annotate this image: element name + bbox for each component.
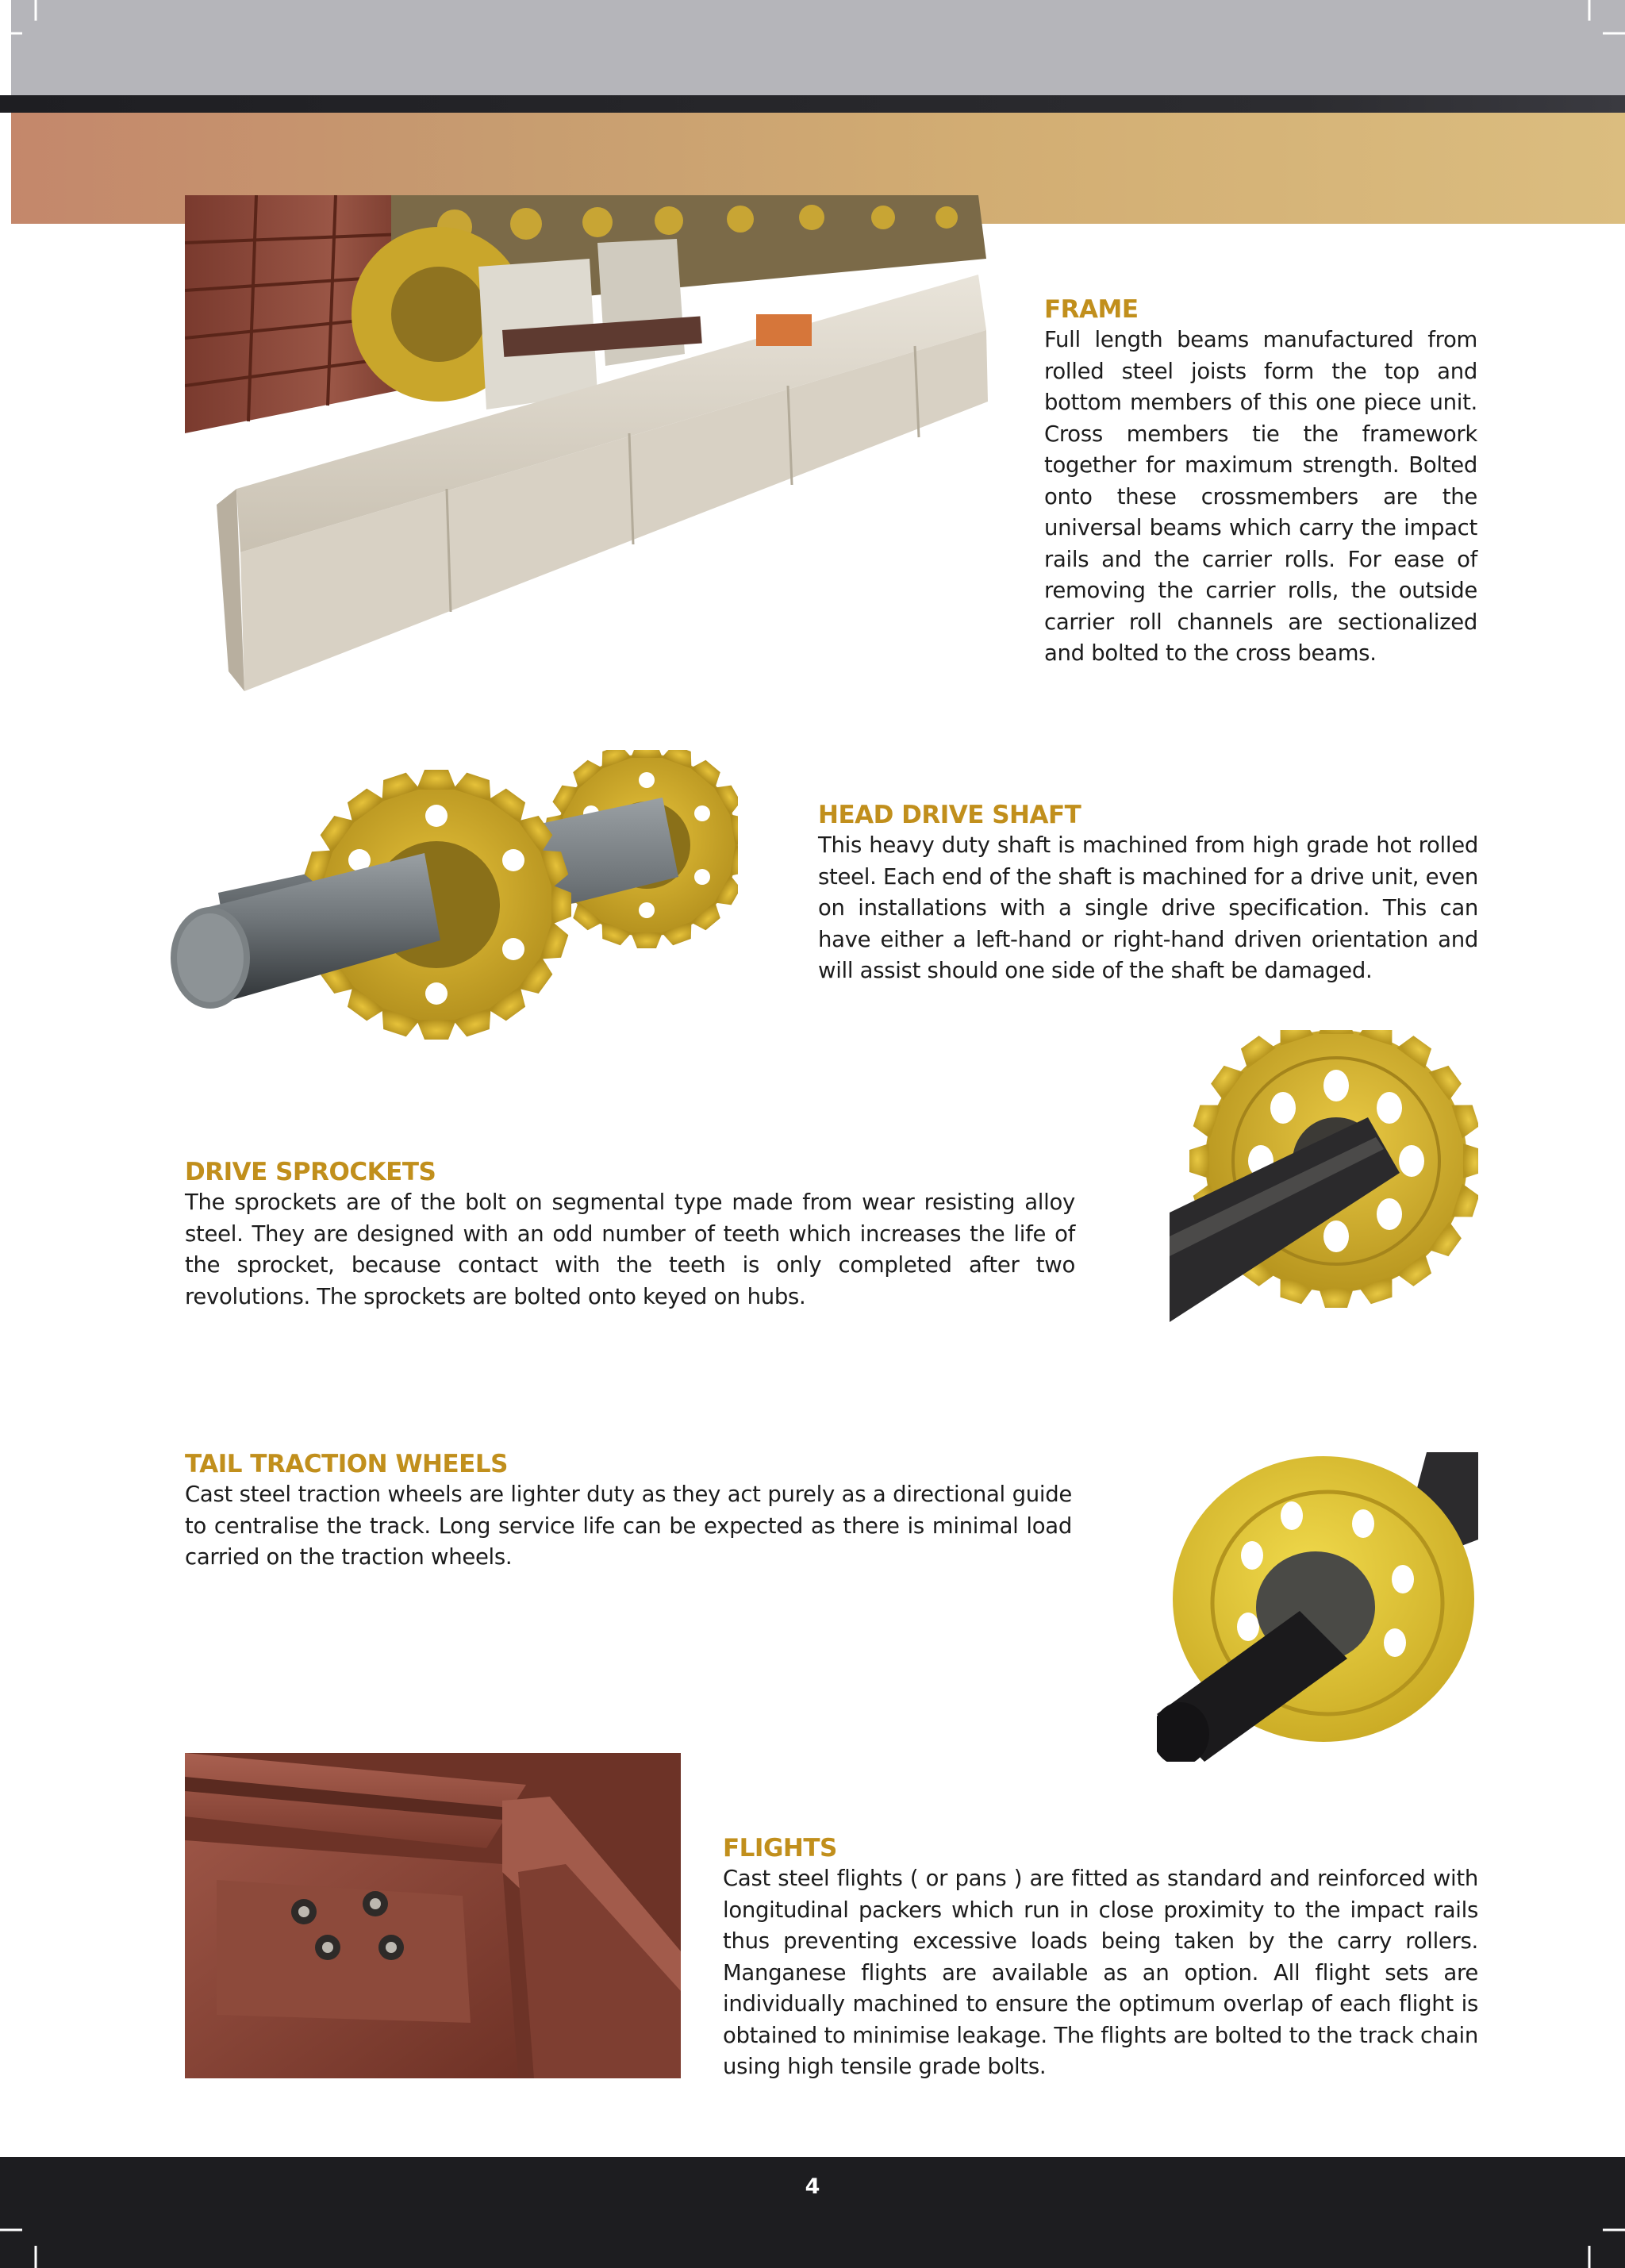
- frame-photo: [185, 195, 993, 694]
- frame-heading: FRAME: [1044, 295, 1139, 324]
- head-drive-shaft-heading: HEAD DRIVE SHAFT: [818, 801, 1081, 829]
- flights-body: Cast steel flights ( or pans ) are fitted as standard and reinforced with longitudinal packers which run in close proximity to the impact rails thus preventing excessive loads being taken by the carry rollers. Manganese flights are available as an option. All flight sets are individually machined to ensure the optimum overlap of each flight is obtained to minimise leakage. The flights are bolted to the track chain using high tensile grade bolts.: [723, 1866, 1478, 2079]
- flights-heading: FLIGHTS: [723, 1834, 837, 1862]
- tail-traction-wheels-section: [185, 1449, 1072, 1574]
- page-number: 4: [805, 2174, 820, 2199]
- tail-traction-wheels-photo: [1157, 1452, 1478, 1762]
- frame-section: [1044, 294, 1477, 670]
- head-drive-shaft-section: [818, 800, 1478, 987]
- drive-sprockets-section: [185, 1157, 1075, 1313]
- flights-section: [723, 1833, 1478, 2083]
- frame-body: Full length beams manufactured from rolled steel joists form the top and bottom members of this one piece unit. Cross members tie the framework together for maximum strength. Bolted onto these crossmembers are the universal beams which carry the impact rails and the carrier rolls. For ease of removing the carrier rolls, the outside carrier roll channels are sectionalized and bolted to the cross beams.: [1044, 327, 1477, 666]
- footer-crop-marks: [0, 2157, 1625, 2268]
- drive-sprockets-body: The sprockets are of the bolt on segmental type made from wear resisting alloy steel. They are designed with an odd number of teeth which increases the life of the sprocket, because contact with the teeth is only completed after two revolutions. The sprockets are bolted onto keyed on hubs.: [185, 1190, 1075, 1309]
- tail-traction-wheels-heading: TAIL TRACTION WHEELS: [185, 1450, 508, 1478]
- flights-photo: [185, 1753, 681, 2078]
- drive-sprockets-photo: [1170, 1030, 1478, 1322]
- tail-traction-wheels-body: Cast steel traction wheels are lighter duty as they act purely as a directional guide to centralise the track. Long service life can be expected as there is minimal load carried on the traction wheels.: [185, 1482, 1072, 1570]
- head-drive-shaft-photo: [171, 750, 738, 1063]
- drive-sprockets-heading: DRIVE SPROCKETS: [185, 1158, 436, 1186]
- head-drive-shaft-body: This heavy duty shaft is machined from high grade hot rolled steel. Each end of the shaft is machined for a drive unit, even on installations with a single drive specification. This can have either a left-hand or right-hand driven orientation and will assist should one side of the shaft be damaged.: [818, 832, 1478, 983]
